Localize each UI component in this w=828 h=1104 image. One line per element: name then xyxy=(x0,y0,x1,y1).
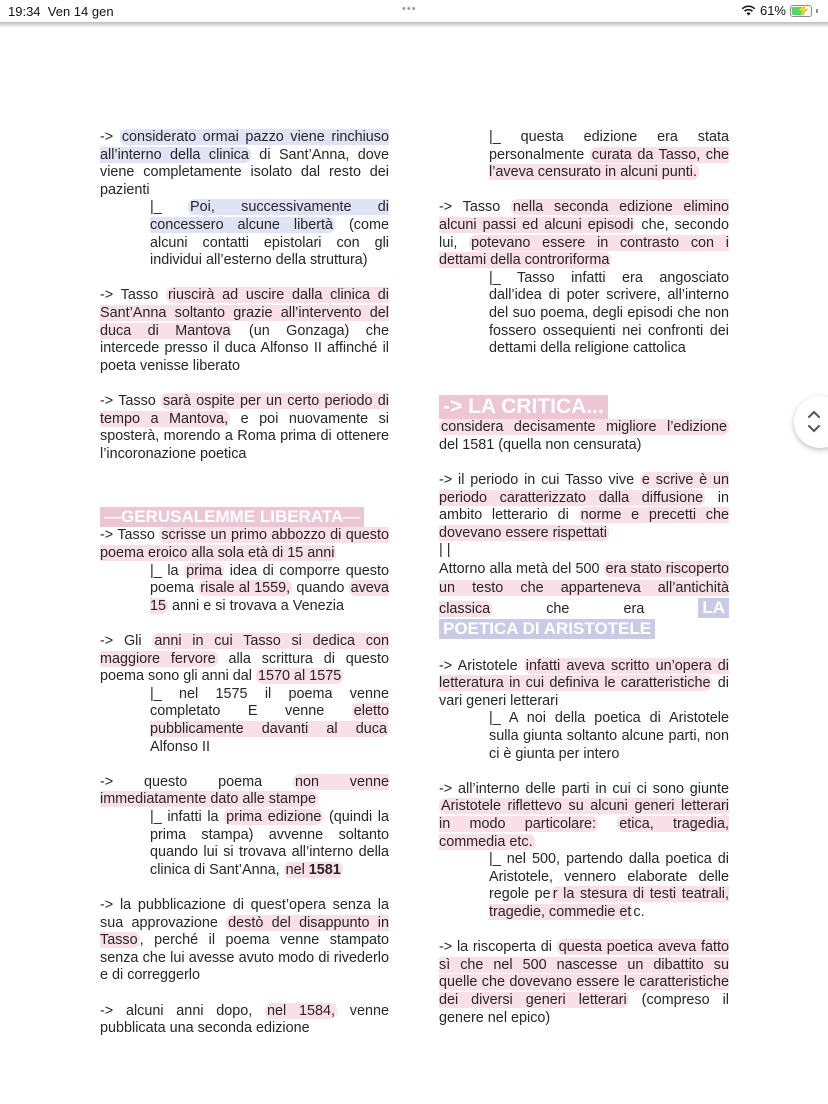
highlight-pink: nel 1584, xyxy=(267,1002,336,1019)
note-bullet: -> questo poema non venne immediatamente dato alle stampe xyxy=(100,773,389,808)
multitasking-dots-icon[interactable]: ••• xyxy=(402,3,417,15)
highlight-pink: non venne immediatamente dato alle stampe xyxy=(100,773,389,808)
note-bullet: -> il periodo in cui Tasso vive e scrive è un periodo caratterizzato dalla diffusione in ambito letterario di norme e precetti che dovevano essere rispettati xyxy=(439,472,729,541)
highlight-pink: era stato riscoperto un testo che apparteneva all’antichità classica xyxy=(439,561,729,618)
note-bullet: -> Tasso riuscirà ad uscire dalla clinica di Sant’Anna soltanto grazie all’intervento del duca di Mantova (un Gonzaga) che intercede presso il duca Alfonso II affinché il poeta venisse liberato xyxy=(100,287,389,374)
note-sub-bullet: |_ la prima idea di comporre questo poema risale al 1559, quando aveva 15 anni e si trovava a Venezia xyxy=(150,562,389,614)
highlight-pink: 1570 al 1575 xyxy=(258,668,342,685)
note-sub-bullet: |_ nel 500, partendo dalla poetica di Aristotele, vennero elaborate delle regole pe r la stesura di testi teatrali, tragedie, commedie et c. xyxy=(489,851,729,920)
highlight-pink: scrisse un primo abbozzo di questo poema eroico alla sola età di 15 anni xyxy=(100,527,389,562)
note-sub-bullet: |_ A noi della poetica di Aristotele sulla giunta soltanto alcune parti, non ci è giunta per intero xyxy=(489,710,729,762)
highlight-pink: nella seconda edizione elimino alcuni passi ed alcuni episodi xyxy=(439,199,729,233)
highlight-pink: nel 1581 xyxy=(285,861,341,878)
note-sub-bullet: |_ Poi, successivamente di concessero alcune libertà (come alcuni contatti epistolari con gli individui all’esterno della struttura) xyxy=(150,199,389,269)
status-time-date xyxy=(8,4,114,19)
status-right xyxy=(741,3,818,18)
note-paragraph: considera decisamente migliore l’edizione del 1581 (quella non censurata) xyxy=(439,419,727,453)
note-bullet: -> la pubblicazione di quest’opera senza la sua approvazione destò del disappunto in Tasso , perché il poema venne stampato senza che lui avesse avuto modo di rivederlo e di correggerlo xyxy=(100,896,389,984)
heading-poetica-part-a: LA xyxy=(698,598,729,618)
section-heading-gerusalemme-liberata: —GERUSALEMME LIBERATA— xyxy=(100,507,364,527)
highlight-pink: anni in cui Tasso si dedica con maggiore fervore xyxy=(100,633,390,667)
note-bullet: -> Tasso scrisse un primo abbozzo di questo poema eroico alla sola età di 15 anni xyxy=(100,527,389,562)
highlight-blue: considerato ormai pazzo viene rinchiuso all’interno della clinica xyxy=(100,129,389,163)
highlight-pink: sarà ospite per un certo periodo di tempo a Mantova, xyxy=(100,392,389,427)
highlight-pink: questa poetica aveva fatto sì che nel 500 nascesse un dibattito su quelle che dovevano essere le caratteristiche dei diversi generi letterari xyxy=(439,939,729,1008)
battery-charging-icon: ⚡ xyxy=(790,5,812,17)
note-bullet: -> considerato ormai pazzo viene rinchiuso all’interno della clinica di Sant’Anna, dove viene completamente isolato dal resto dei pazienti xyxy=(100,129,389,198)
left-column xyxy=(100,129,389,1038)
highlight-pink: curata da Tasso, che l’aveva censurato in alcuni punti. xyxy=(489,146,729,181)
note-bullet: -> all’interno delle parti in cui ci sono giunte Aristotele riflettevo su alcuni generi letterari in modo particolare: etica, tragedia, commedia etc. xyxy=(439,780,729,850)
note-bullet: -> Tasso nella seconda edizione elimino alcuni passi ed alcuni episodi che, secondo lui, potevano essere in contrasto con i dettami della controriforma xyxy=(439,199,729,269)
note-bullet: -> la riscoperta di questa poetica aveva fatto sì che nel 500 nascesse un dibattito su quelle che dovevano essere le caratteristiche dei diversi generi letterari (compreso il genere nel epico) xyxy=(439,939,729,1026)
highlight-pink: infatti aveva scritto un’opera di letteratura in cui definiva le caratteristiche xyxy=(439,657,729,692)
wifi-icon xyxy=(741,5,756,16)
highlight-pink: risale al 1559, xyxy=(200,580,291,597)
note-bullet: -> Tasso sarà ospite per un certo periodo di tempo a Mantova, e poi nuovamente si sposterà, morendo a Roma prima di ottenere l’incoronazione poetica xyxy=(100,392,389,462)
section-heading-la-critica: -> LA CRITICA... xyxy=(439,395,608,419)
highlight-pink: r la stesura di testi teatrali, tragedie, commedie et xyxy=(489,886,729,920)
highlight-pink: e scrive è un periodo caratterizzato dalla diffusione xyxy=(439,472,729,506)
status-bar-shadow xyxy=(0,22,828,28)
note-sub-bullet: |_ Tasso infatti era angosciato dall’idea di poter scrivere, all’interno del suo poema, degli episodi che non fossero ossequienti nei confronti dei dettami della religione cattolica xyxy=(489,269,729,357)
status-bar xyxy=(0,0,828,22)
note-sub-bullet: |_ infatti la prima edizione (quindi la prima stampa) avvenne soltanto quando lui si trovava all’interno della clinica di Sant’Anna, nel 1581 xyxy=(150,808,389,878)
note-bullet: -> alcuni anni dopo, nel 1584, venne pubblicata una seconda edizione xyxy=(100,1002,389,1037)
highlight-pink: prima edizione xyxy=(226,808,322,825)
chevron-up-icon[interactable] xyxy=(808,408,820,420)
highlight-pink: etica, tragedia, commedia etc. xyxy=(439,816,729,850)
status-time: 19:34 xyxy=(8,4,41,19)
highlight-pink: prima xyxy=(186,562,223,579)
highlight-pink: norme e precetti che dovevano essere rispettati xyxy=(439,507,729,541)
heading-poetica-di-aristotele: POETICA DI ARISTOTELE xyxy=(439,619,655,639)
battery-cap xyxy=(816,9,818,13)
highlight-pink: considera decisamente migliore l’edizione xyxy=(441,419,727,436)
highlight-pink: riuscirà ad uscire dalla clinica di Sant’Anna soltanto grazie all’intervento del duca di Mantova xyxy=(100,287,389,339)
page-scroll-control[interactable] xyxy=(794,396,828,448)
highlight-pink: potevano essere in contrasto con i dettami della controriforma xyxy=(439,234,729,269)
note-bullet: -> Gli anni in cui Tasso si dedica con maggiore fervore alla scrittura di questo poema sono gli anni dal 1570 al 1575 xyxy=(100,633,390,685)
highlight-blue: Poi, successivamente di concessero alcune libertà xyxy=(150,199,389,233)
highlight-pink: aveva 15 xyxy=(150,580,389,614)
highlight-pink: eletto pubblicamente davanti al duca xyxy=(150,703,389,737)
note-separator: | | xyxy=(439,542,451,559)
right-column xyxy=(439,129,729,1027)
note-bullet: -> Aristotele infatti aveva scritto un’opera di letteratura in cui definiva le caratteristiche di vari generi letterari xyxy=(439,657,729,709)
status-date: Ven 14 gen xyxy=(47,4,114,19)
chevron-down-icon[interactable] xyxy=(808,423,820,435)
highlight-pink: Aristotele riflettevo su alcuni generi letterari in modo particolare: xyxy=(439,798,729,832)
highlight-pink: destò del disappunto in Tasso xyxy=(100,914,389,949)
note-sub-bullet: |_ nel 1575 il poema venne completato E venne eletto pubblicamente davanti al duca Alfonso II xyxy=(150,685,389,755)
note-sub-bullet: |_ questa edizione era stata personalmente curata da Tasso, che l’aveva censurato in alcuni punti. xyxy=(489,129,729,181)
battery-percent: 61% xyxy=(759,3,786,18)
note-paragraph: Attorno alla metà del 500 era stato riscoperto un testo che apparteneva all’antichità classica che era LA POETICA DI ARISTOTELE xyxy=(439,561,729,639)
